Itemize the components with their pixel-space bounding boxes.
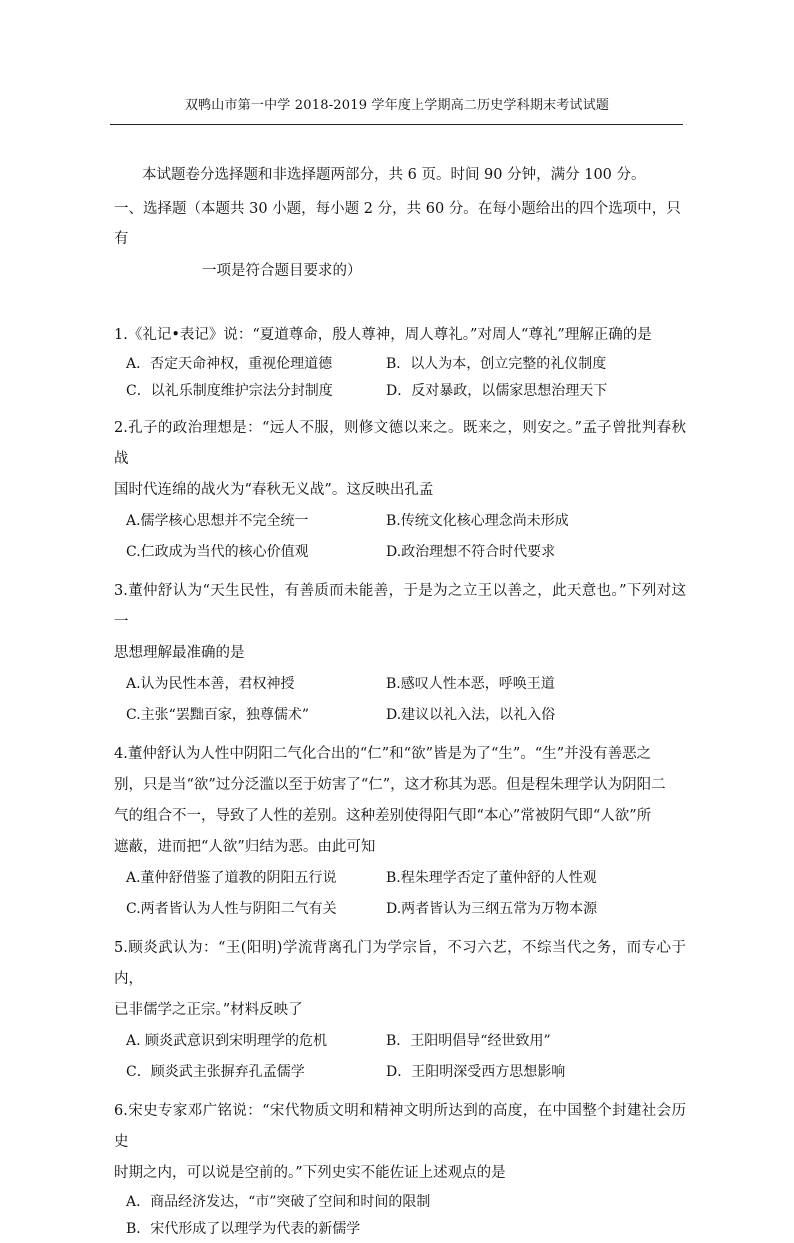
option-d: D.两者皆认为三纲五常为万物本源: [386, 901, 598, 917]
option-d: D.政治理想不符合时代要求: [386, 544, 556, 560]
question-3: [114, 576, 686, 731]
exam-intro: 本试题卷分选择题和非选择题两部分，共 6 页。时间 90 分钟，满分 100 分。: [142, 167, 646, 183]
option-c: C．以礼乐制度维护宗法分封制度: [126, 383, 333, 399]
question-2: [114, 413, 686, 568]
option-row: [114, 537, 686, 568]
option-b: B．宋代形成了以理学为代表的新儒学: [126, 1221, 361, 1237]
question-stem-line: 思想理解最准确的是: [114, 645, 245, 661]
option-row: [114, 1057, 686, 1088]
question-stem-line: 6.宋史专家邓广铭说：“宋代物质文明和精神文明所达到的高度，在中国整个封建社会历史: [114, 1103, 686, 1150]
option-b: B.感叹人性本恶，呼唤王道: [386, 676, 555, 692]
section-heading-line1: 一、选择题（本题共 30 小题，每小题 2 分，共 60 分。在每小题给出的四个选项中，只有: [114, 201, 681, 247]
header-divider: [110, 124, 683, 125]
question-stem-line: 别，只是当“欲”过分泛滥以至于妨害了“仁”，这才称其为恶。但是程朱理学认为阴阳二: [114, 777, 666, 793]
option-c: C.两者皆认为人性与阴阳二气有关: [126, 901, 337, 917]
question-stem: [114, 933, 686, 1026]
option-c: C.主张“罢黜百家，独尊儒术”: [126, 707, 309, 723]
question-stem-line: 2.孔子的政治理想是：“远人不服，则修文德以来之。既来之，则安之。”孟子曾批判春秋战: [114, 420, 686, 467]
option-c: C.仁政成为当代的核心价值观: [126, 544, 309, 560]
option-b: B．王阳明倡导“经世致用”: [386, 1033, 551, 1049]
question-stem-line: 4.董仲舒认为人性中阴阳二气化合出的“仁”和“欲”皆是为了“生”。“生”并没有善恶之: [114, 746, 652, 762]
option-b: B.传统文化核心理念尚未形成: [386, 513, 569, 529]
question-stem-line: 气的组合不一，导致了人性的差别。这种差别使得阳气即“本心”常被阴气即“人欲”所: [114, 808, 652, 824]
option-a: A. 顾炎武意识到宋明理学的危机: [126, 1033, 328, 1049]
question-stem-line: 已非儒学之正宗。”材料反映了: [114, 1002, 303, 1018]
section-heading-line2: 一项是符合题目要求的）: [202, 263, 362, 279]
option-d: D.建议以礼入法，以礼入俗: [386, 707, 556, 723]
option-row: [114, 700, 686, 731]
exam-header-title: 双鸭山市第一中学 2018-2019 学年度上学期高二历史学科期末考试试题: [184, 98, 610, 113]
option-row: [114, 669, 686, 700]
option-a: A.认为民性本善，君权神授: [126, 676, 295, 692]
option-row: [114, 1026, 686, 1057]
section-heading: [114, 194, 686, 286]
question-stem: [114, 413, 686, 506]
question-stem-line: 时期之内，可以说是空前的。”下列史实不能佐证上述观点的是: [114, 1165, 506, 1181]
question-stem-line: 5.顾炎武认为：“王(阳明)学流背离孔门为学宗旨，不习六艺，不综当代之务，而专心于内，: [114, 940, 686, 987]
option-row: [114, 378, 686, 405]
option-b: B．以人为本，创立完整的礼仪制度: [386, 356, 607, 372]
option-b: B.程朱理学否定了董仲舒的人性观: [386, 870, 597, 886]
question-stem: 1.《礼记•表记》说：“夏道尊命，殷人尊神，周人尊礼。”对周人“尊礼”理解正确的是: [114, 327, 652, 343]
option-a: A.儒学核心思想并不完全统一: [126, 513, 309, 529]
question-1: [114, 320, 686, 405]
question-stem-line: 国时代连绵的战火为“春秋无义战”。这反映出孔孟: [114, 482, 434, 498]
question-stem-line: 遮蔽，进而把“人欲”归结为恶。由此可知: [114, 839, 376, 855]
question-6: [114, 1096, 686, 1243]
question-4: [114, 739, 686, 925]
option-a: A.董仲舒借鉴了道教的阴阳五行说: [126, 870, 337, 886]
option-row: [114, 863, 686, 894]
option-row: [114, 351, 686, 378]
option-d: D．王阳明深受西方思想影响: [386, 1064, 566, 1080]
question-stem: [114, 576, 686, 669]
option-row: [114, 894, 686, 925]
question-5: [114, 933, 686, 1088]
question-stem-line: 3.董仲舒认为“天生民性，有善质而未能善，于是为之立王以善之，此天意也。”下列对这一: [114, 583, 686, 630]
option-c: C．顾炎武主张摒弃孔孟儒学: [126, 1064, 305, 1080]
option-d: D．反对暴政，以儒家思想治理天下: [386, 383, 608, 399]
question-stem: [114, 739, 686, 863]
option-a: A．商品经济发达，“市”突破了空间和时间的限制: [126, 1194, 431, 1210]
option-row: [114, 506, 686, 537]
question-stem: [114, 1096, 686, 1189]
exam-body: [114, 160, 686, 1243]
option-a: A．否定天命神权，重视伦理道德: [126, 356, 333, 372]
